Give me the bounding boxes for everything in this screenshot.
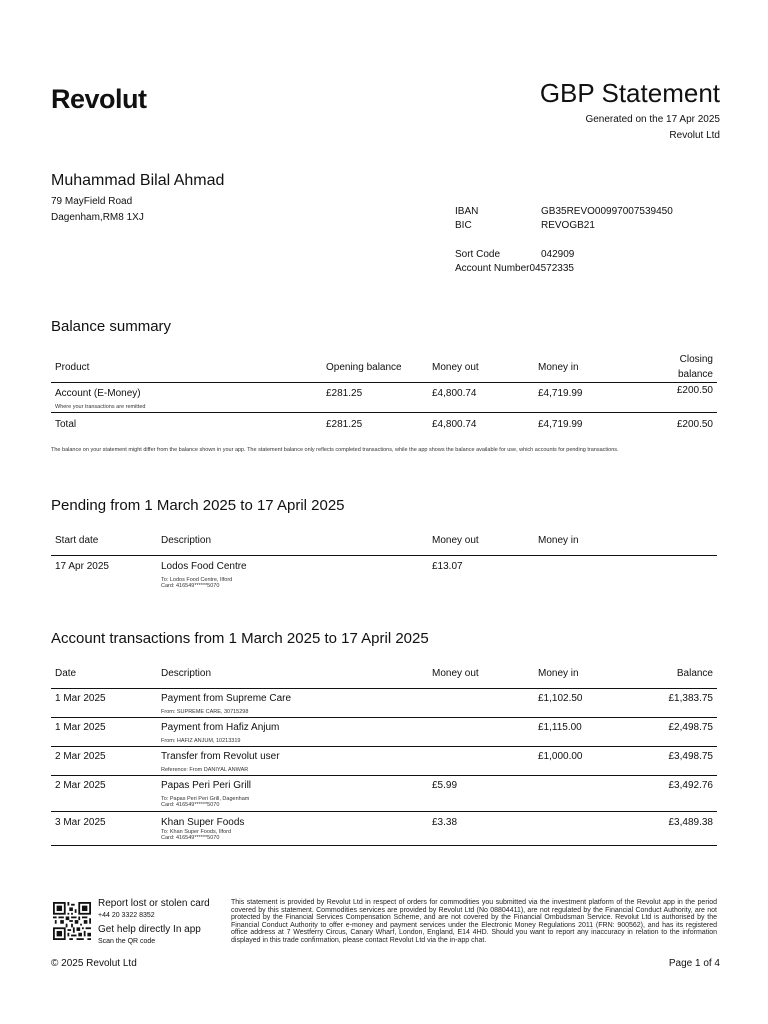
help-text: Get help directly In app (98, 924, 201, 935)
table-row (51, 776, 717, 812)
phone-number[interactable]: +44 20 3322 8352 (98, 912, 155, 919)
balance-cell: £3,492.76 (668, 780, 713, 791)
in-cell: £4,719.99 (538, 388, 583, 399)
in-cell: £1,000.00 (538, 751, 583, 762)
table-row (51, 747, 717, 776)
table-row (51, 812, 717, 846)
pending-heading: Pending from 1 March 2025 to 17 April 2025 (51, 497, 345, 514)
out-cell (428, 747, 534, 776)
in-cell: £1,115.00 (538, 722, 582, 733)
date-cell: 2 Mar 2025 (55, 780, 106, 791)
statement-title: GBP Statement (539, 78, 720, 108)
description-sub: To: Lodos Food Centre, Ilford Card: 416549******5070 (161, 577, 233, 589)
out-cell: £3.38 (432, 817, 458, 828)
account-number-value: 04572335 (529, 263, 574, 274)
balance-note: The balance on your statement might differ from the balance shown in your app. The statement balance only reflects completed transactions, while the app shows the balance available for use, which accounts for pending transactions. (51, 447, 619, 453)
description-sub: Reference: From DANIYAL ANWAR (161, 767, 249, 773)
balance-summary-heading: Balance summary (51, 318, 172, 335)
address-line-2: Dagenham,RM8 1XJ (51, 212, 144, 223)
in-cell (534, 556, 717, 596)
in-cell: £1,102.50 (538, 693, 583, 704)
date-cell: 3 Mar 2025 (55, 817, 106, 828)
qr-code-icon[interactable] (53, 902, 91, 940)
generated-info (585, 112, 720, 144)
col-balance: Balance (676, 667, 713, 679)
col-money-in: Money in (538, 534, 579, 546)
table-row (51, 556, 717, 596)
table-row-total (51, 413, 717, 437)
date-cell: 1 Mar 2025 (55, 693, 106, 704)
col-description: Description (161, 534, 212, 546)
help-block (98, 898, 210, 948)
balance-cell: £3,498.75 (668, 751, 713, 762)
col-money-in: Money in (538, 667, 579, 679)
description-cell: Lodos Food Centre To: Lodos Food Centre, Ilford Card: 416549******5070 (157, 556, 428, 596)
out-cell: £13.07 (432, 561, 463, 572)
table-row (51, 718, 717, 747)
date-cell: 17 Apr 2025 (55, 561, 109, 572)
product-cell: Account (E-Money) Where your transactions are remitted (51, 383, 322, 413)
total-closing: £200.50 (676, 419, 713, 431)
out-cell (428, 718, 534, 747)
col-product: Product (55, 361, 90, 373)
table-header (51, 352, 717, 383)
address-line-1: 79 MayField Road (51, 196, 133, 207)
balance-cell: £3,489.38 (668, 817, 713, 828)
in-cell (534, 776, 640, 812)
bic-value: REVOGB21 (541, 220, 595, 231)
bic-row (455, 219, 673, 233)
col-description: Description (161, 667, 212, 679)
description-cell: Payment from Supreme Care From: SUPREME CARE, 30715298 (157, 689, 428, 718)
description-sub: From: SUPREME CARE, 30715298 (161, 709, 249, 715)
out-cell: £5.99 (432, 780, 458, 791)
company-name: Revolut Ltd (669, 130, 720, 141)
col-money-out: Money out (432, 361, 479, 373)
table-header (51, 658, 717, 689)
out-cell (428, 689, 534, 718)
col-money-out: Money out (432, 667, 479, 679)
page-number: Page 1 of 4 (668, 958, 720, 969)
sort-code-label: Sort Code (455, 249, 501, 260)
closing-cell: £200.50 (676, 385, 713, 396)
col-date: Date (55, 667, 77, 679)
sort-code-value: 042909 (541, 249, 575, 260)
table-header (51, 525, 717, 556)
copyright: © 2025 Revolut Ltd (51, 958, 137, 969)
iban-row (455, 205, 673, 219)
description-sub: From: HAFIZ ANJUM, 10213319 (161, 738, 241, 744)
description-sub: To: Papas Peri Peri Grill, Dagenham Card: 416549******5070 (161, 796, 250, 808)
product-sub: Where your transactions are remitted (55, 404, 146, 410)
date-cell: 2 Mar 2025 (55, 751, 106, 762)
balance-cell: £2,498.75 (668, 722, 713, 733)
table-row (51, 689, 717, 718)
sort-code-row (455, 248, 673, 262)
pending-table (51, 525, 717, 596)
description-cell: Khan Super Foods To: Khan Super Foods, Ilford Card: 416549******5070 (157, 812, 428, 846)
out-cell: £4,800.74 (432, 388, 477, 399)
col-money-in: Money in (538, 361, 579, 373)
description-cell: Payment from Hafiz Anjum From: HAFIZ ANJUM, 10213319 (157, 718, 428, 747)
col-money-out: Money out (432, 534, 479, 546)
col-closing-balance: Closing balance (677, 354, 713, 380)
customer-name: Muhammad Bilal Ahmad (51, 172, 225, 189)
generated-date: Generated on the 17 Apr 2025 (585, 114, 720, 125)
balance-summary-table (51, 352, 717, 437)
scan-qr-text: Scan the QR code (98, 938, 156, 945)
col-start-date: Start date (55, 534, 99, 546)
revolut-logo: Revolut (51, 84, 147, 114)
bank-details (455, 205, 673, 276)
legal-disclaimer: This statement is provided by Revolut Ltd in respect of orders for commodities you submitted via the investment platform of the Revolut app in the period covered by this statement. Commodities services are provided by Revolut Ltd (No 08804411), are not regulated by the Financial Conduct Authority, are not protected by the Financial Services Compensation Scheme, and are not covered by the Financial Ombudsman Service. Revolut Ltd is authorised by the Financial Conduct Authority to offer e-money and payment services under the Electronic Money Regulations 2011 (FRN: 900562), and has its registered office address at 7 Westferry Circus, Canary Wharf, London, England, E14 4HD. Should you want to report any inaccuracy in relation to the information displayed in this trade confirmation, please contact Revolut Ltd via the in-app chat. (231, 899, 717, 944)
opening-cell: £281.25 (326, 388, 363, 399)
description-cell: Transfer from Revolut user Reference: From DANIYAL ANWAR (157, 747, 428, 776)
bic-label: BIC (455, 220, 472, 231)
total-opening: £281.25 (326, 419, 363, 431)
in-cell (534, 812, 640, 846)
account-number-label: Account Number (455, 263, 530, 274)
transactions-heading: Account transactions from 1 March 2025 to 17 April 2025 (51, 630, 429, 647)
account-number-row (455, 262, 673, 276)
report-card-text: Report lost or stolen card (98, 898, 210, 909)
description-sub: To: Khan Super Foods, Ilford Card: 416549******5070 (161, 829, 232, 841)
col-opening-balance: Opening balance (326, 361, 402, 373)
total-label: Total (55, 419, 77, 431)
description-cell: Papas Peri Peri Grill To: Papas Peri Peri Grill, Dagenham Card: 416549******5070 (157, 776, 428, 812)
total-out: £4,800.74 (432, 419, 477, 431)
iban-value: GB35REVO00997007539450 (541, 206, 673, 217)
total-in: £4,719.99 (538, 419, 583, 431)
balance-cell: £1,383.75 (668, 693, 713, 704)
transactions-table (51, 658, 717, 846)
table-row (51, 383, 717, 413)
iban-label: IBAN (455, 206, 479, 217)
customer-address (51, 194, 144, 226)
date-cell: 1 Mar 2025 (55, 722, 106, 733)
